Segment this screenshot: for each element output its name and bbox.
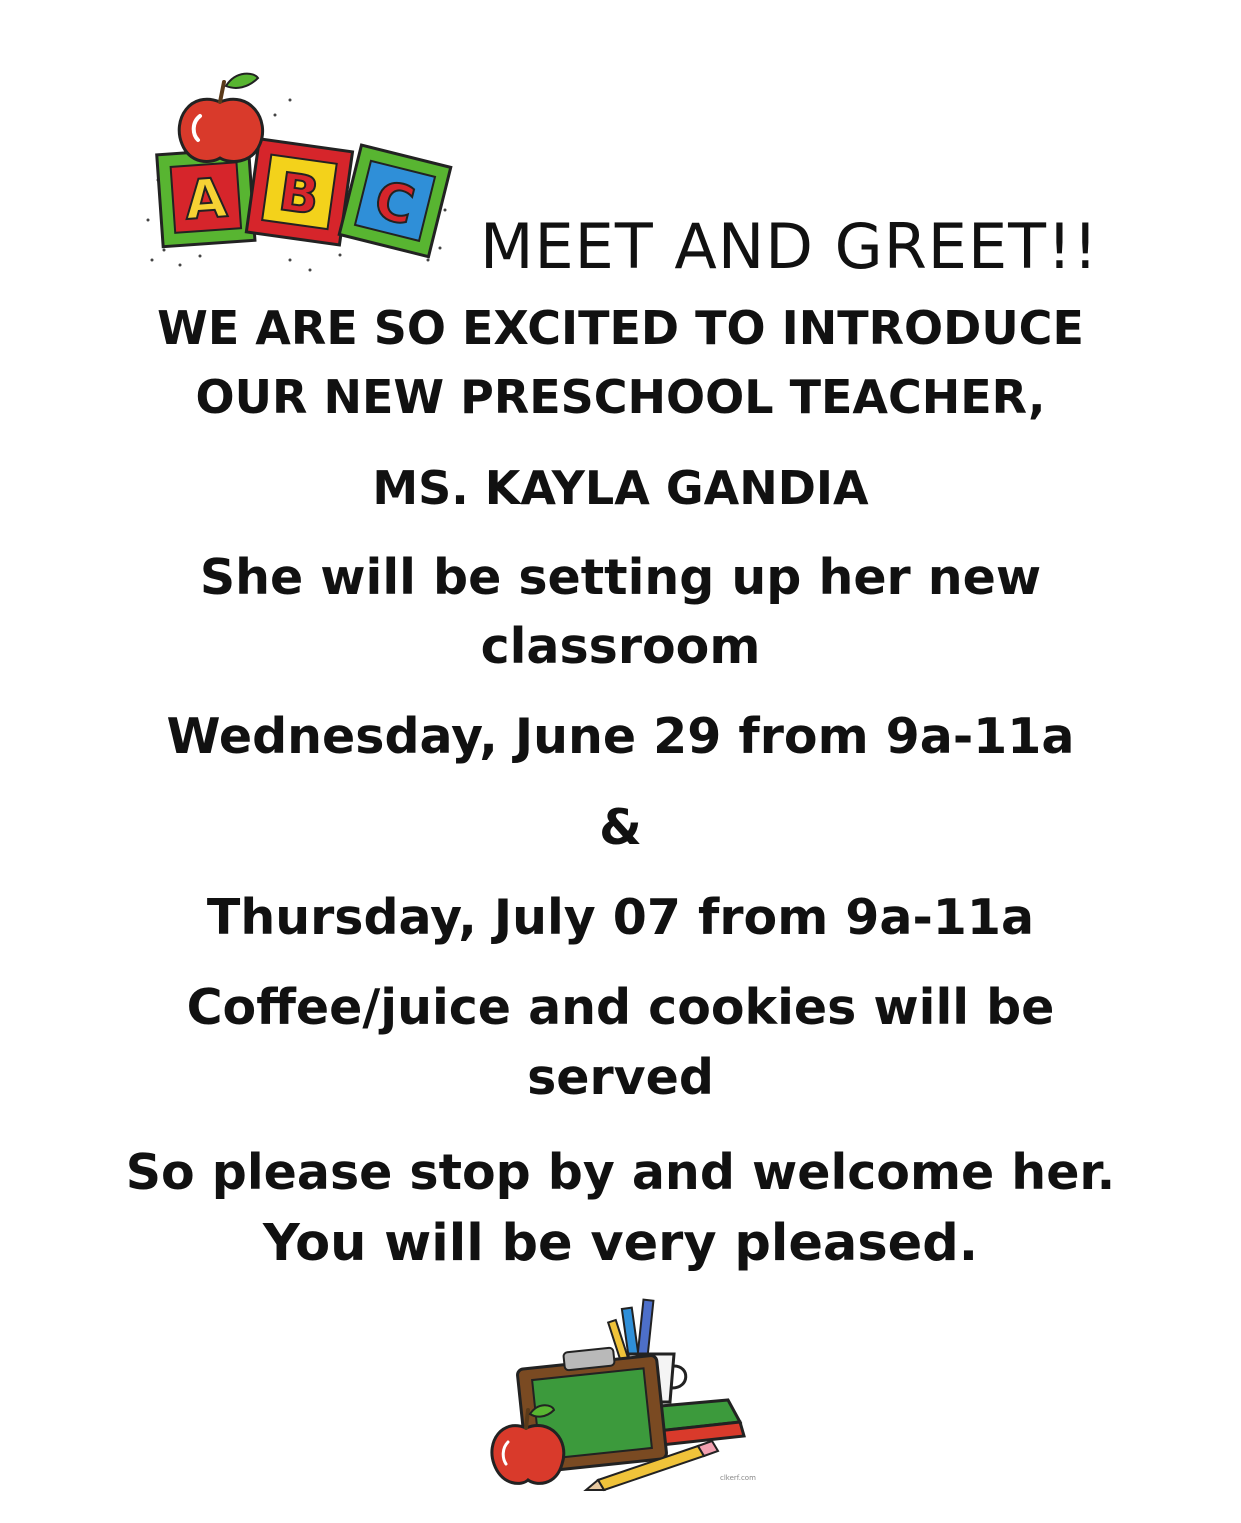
apple-icon <box>179 74 262 162</box>
invite-line-2: You will be very pleased. <box>262 1214 979 1273</box>
date-thursday: Thursday, July 07 from 9a-11a <box>206 889 1035 946</box>
school-supplies-clipart <box>478 1290 768 1500</box>
abc-blocks-clipart <box>140 60 460 280</box>
page-title: MEET AND GREET!! <box>480 210 1099 283</box>
refreshments-line-1: Coffee/juice and cookies will be <box>186 979 1055 1036</box>
intro-line-2: OUR NEW PRESCHOOL TEACHER, <box>195 370 1046 424</box>
date-wednesday: Wednesday, June 29 from 9a-11a <box>166 708 1075 765</box>
svg-text:B: B <box>275 162 323 228</box>
refreshments-line-2: served <box>527 1049 714 1106</box>
setup-line-1: She will be setting up her new <box>199 549 1042 606</box>
invite-line-1: So please stop by and welcome her. <box>125 1144 1116 1201</box>
ampersand: & <box>599 799 642 856</box>
block-c <box>339 145 451 257</box>
teacher-name: MS. KAYLA GANDIA <box>372 461 869 515</box>
setup-line-2: classroom <box>480 618 761 675</box>
block-b <box>246 139 352 245</box>
intro-line-1: WE ARE SO EXCITED TO INTRODUCE <box>157 301 1084 355</box>
watermark-text: clkerf.com <box>720 1474 756 1482</box>
svg-text:C: C <box>368 170 421 238</box>
block-a <box>157 148 255 246</box>
svg-text:A: A <box>182 166 229 232</box>
